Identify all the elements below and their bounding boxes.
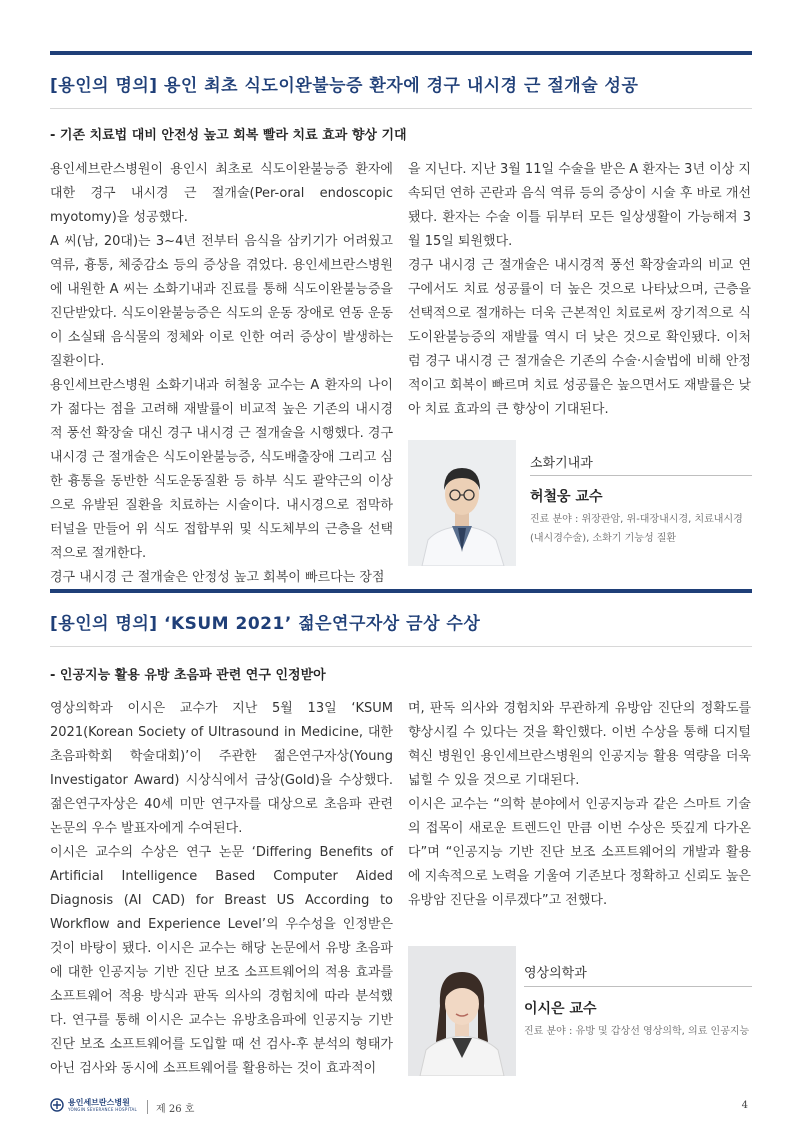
doctor-name-2: 이시은 교수	[524, 1001, 597, 1017]
doctor-specialty-1: 진료 분야 : 위장관암, 위-대장내시경, 치료내시경 (내시경수술), 소화기 기능성 질환	[530, 514, 743, 544]
paragraph: 용인세브란스병원 소화기내과 허철웅 교수는 A 환자의 나이가 젊다는 점을 고려해 재발률이 비교적 높은 기존의 내시경적 풍선 확장술 대신 경구 내시경 근 절개술을 시행했다. 경구 내시경 근 절개술은 식도이완불능증, 식도배출장애 그리고 심한 흉통을 동반한 식도운동질환 등 하부 식도 괄약근의 이상으로 유발된 질환을 치료하는 시술이다. 내시경으로 점막하 터널을 만들어 위 식도 접합부위 및 식도체부의 근층을 선택적으로 절개한다.	[50, 378, 393, 561]
paragraph: 경구 내시경 근 절개술은 내시경적 풍선 확장술과의 비교 연구에서도 치료 성공률이 더 높은 것으로 나타났으며, 근층을 선택적으로 절개하는 더욱 근본적인 치료로써 장기적으로 식도이완불능증의 재발률 역시 더 낮은 것으로 확인됐다. 이처럼 경구 내시경 근 절개술은 기존의 수술·시술법에 비해 안정적이고 회복이 빠르며 치료 성공률은 높으면서도 재발률은 낮아 치료 효과의 큰 향상이 기대된다.	[408, 258, 751, 417]
section-rule-1	[50, 51, 752, 55]
article-2-left-column	[50, 697, 393, 1081]
logo-text-block	[68, 1098, 137, 1112]
doctor-portrait-icon	[408, 946, 516, 1076]
paragraph: A 씨(남, 20대)는 3~4년 전부터 음식을 삼키기가 어려웠고 역류, 흉통, 체중감소 등의 증상을 겪었다. 용인세브란스병원에 내원한 A 씨는 소화기내과 진료를 통해 식도이완불능증을 진단받았다. 식도이완불능증은 식도의 운동 장애로 연동 운동이 소실돼 음식물의 정체와 이로 인한 여러 증상이 발생하는 질환이다.	[50, 234, 393, 369]
hospital-emblem-icon	[50, 1098, 64, 1112]
article-title-1: [용인의 명의] 용인 최초 식도이완불능증 환자에 경구 내시경 근 절개술 성공	[50, 76, 639, 96]
paragraph: 이시은 교수는 “의학 분야에서 인공지능과 같은 스마트 기술의 접목이 새로운 트렌드인 만큼 이번 수상은 뜻깊게 다가온다”며 “인공지능 기반 진단 보조 소프트웨어의 개발과 활용에 지속적으로 노력을 기울여 기존보다 정확하고 신뢰도 높은 유방암 진단을 이루겠다”고 전했다.	[408, 797, 751, 908]
doctor-portrait-icon	[408, 440, 516, 566]
doctor-specialty-2: 진료 분야 : 유방 및 갑상선 영상의학, 의료 인공지능	[524, 1026, 750, 1037]
doctor-name-1: 허철웅 교수	[530, 489, 603, 505]
page-footer	[50, 1098, 752, 1116]
doctor-department-2: 영상의학과	[524, 966, 587, 981]
doctor-photo-heo	[408, 440, 516, 566]
article-title-2: [용인의 명의] ‘KSUM 2021’ 젊은연구자상 금상 수상	[50, 614, 481, 634]
page-number: 4	[741, 1100, 748, 1111]
hospital-logo	[50, 1098, 137, 1112]
paragraph: 영상의학과 이시은 교수가 지난 5월 13일 ‘KSUM 2021(Korean Society of Ultrasound in Medicine, 대한초음파학회 학술대회)’이 주관한 젊은연구자상(Young Investigator Award) 시상식에서 금상(Gold)을 수상했다. 젊은연구자상은 40세 미만 연구자를 대상으로 초음파 관련 논문의 우수 발표자에게 수여된다.	[50, 701, 393, 836]
card-divider-1	[530, 475, 752, 476]
doctor-department-1: 소화기내과	[530, 456, 593, 471]
article-subtitle-1: - 기존 치료법 대비 안전성 높고 회복 빨라 치료 효과 향상 기대	[50, 128, 407, 143]
logo-subtext: YONGIN SEVERANCE HOSPITAL	[68, 1107, 138, 1112]
paragraph: 경구 내시경 근 절개술은 안정성 높고 회복이 빠르다는 장점	[50, 570, 385, 585]
logo-text: 용인세브란스병원	[68, 1098, 130, 1107]
section-rule-2	[50, 589, 752, 593]
card-divider-2	[524, 986, 752, 987]
doctor-photo-lee	[408, 946, 516, 1076]
title-divider-2	[50, 646, 752, 647]
title-divider-1	[50, 108, 752, 109]
paragraph: 용인세브란스병원이 용인시 최초로 식도이완불능증 환자에 대한 경구 내시경 근 절개술(Per-oral endoscopic myotomy)을 성공했다.	[50, 162, 393, 225]
footer-divider	[147, 1100, 148, 1114]
paragraph: 을 지닌다. 지난 3월 11일 수술을 받은 A 환자는 3년 이상 지속되던 연하 곤란과 음식 역류 등의 증상이 시술 후 바로 개선됐다. 환자는 수술 이틀 뒤부터 모든 일상생활이 가능해져 3월 15일 퇴원했다.	[408, 162, 751, 249]
article-1-left-column	[50, 158, 393, 590]
article-subtitle-2: - 인공지능 활용 유방 초음파 관련 연구 인정받아	[50, 668, 326, 683]
article-1-right-column	[408, 158, 751, 422]
issue-number: 제 26 호	[156, 1104, 195, 1115]
paragraph: 이시은 교수의 수상은 연구 논문 ‘Differing Benefits of Artificial Intelligence Based Computer Aided Diagnosis (AI CAD) for Breast US According to Workflow and Experience Level’의 우수성을 인정받은 것이 바탕이 됐다. 이시은 교수는 해당 논문에서 유방 초음파에 대한 인공지능 기반 진단 보조 소프트웨어의 적용 효과를 소프트웨어 적용 방식과 판독 의사의 경험치에 따라 분석했다. 연구를 통해 이시은 교수는 유방초음파에 인공지능 기반 진단 보조 소프트웨어를 도입할 때 선 검사-후 분석의 형태가 아닌 검사와 동시에 소프트웨어를 활용하는 것이 효과적이	[50, 845, 393, 1076]
paragraph: 며, 판독 의사와 경험치와 무관하게 유방암 진단의 정확도를 향상시킬 수 있다는 것을 확인했다. 이번 수상을 통해 디지털 혁신 병원인 용인세브란스병원의 인공지능 활용 역량을 더욱 넓힐 수 있을 것으로 기대된다.	[408, 701, 751, 788]
article-2-right-column	[408, 697, 751, 913]
